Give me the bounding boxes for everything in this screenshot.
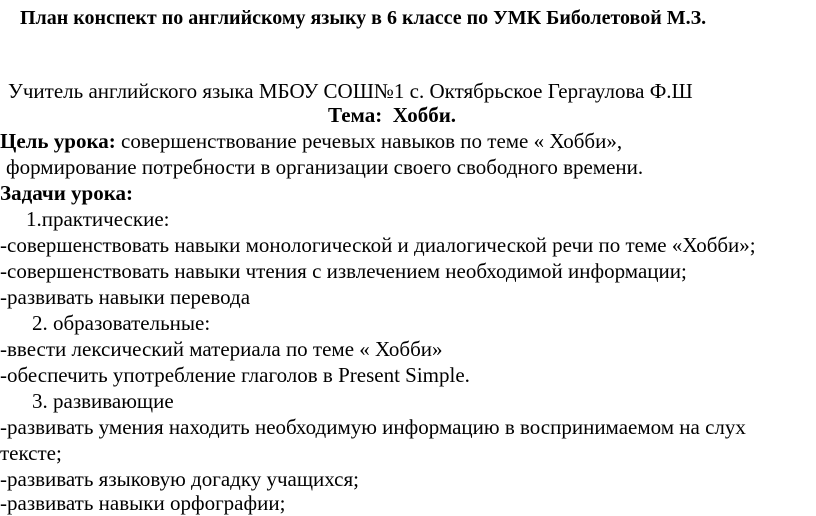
goal-text-continued: формирование потребности в организации своего свободного времени. xyxy=(6,155,644,179)
document-title: План конспект по английскому языку в 6 классе по УМК Биболетовой М.З. xyxy=(20,7,707,29)
list-item: -развивать навыки перевода xyxy=(0,285,251,309)
developing-heading: 3. развивающие xyxy=(32,389,174,413)
practical-heading: 1.практические: xyxy=(26,207,170,231)
list-item-continued: тексте; xyxy=(0,441,62,465)
goal-text: совершенствование речевых навыков по теме « Хобби», xyxy=(121,129,623,153)
list-item: -развивать умения находить необходимую информацию в воспринимаемом на слух xyxy=(0,415,746,439)
list-item: -совершенствовать навыки чтения с извлечением необходимой информации; xyxy=(0,259,687,283)
topic-label: Тема: xyxy=(328,103,383,127)
list-item: -совершенствовать навыки монологической и диалогической речи по теме «Хобби»; xyxy=(0,233,756,257)
list-item: -ввести лексический материала по теме « Хобби» xyxy=(0,337,443,361)
topic-line xyxy=(328,102,456,128)
topic-value: Хобби. xyxy=(392,103,457,127)
tasks-heading: Задачи урока: xyxy=(0,181,134,205)
teacher-line: Учитель английского языка МБОУ СОШ№1 с. Октябрьское Гергаулова Ф.Ш xyxy=(8,79,693,103)
list-item: -обеспечить употребление глаголов в Present Simple. xyxy=(0,363,470,387)
goal-line xyxy=(0,128,622,154)
goal-label: Цель урока: xyxy=(0,129,116,153)
list-item: -развивать языковую догадку учащихся; xyxy=(0,467,359,491)
educational-heading: 2. образовательные: xyxy=(32,311,211,335)
list-item: -развивать навыки орфографии; xyxy=(0,491,286,515)
